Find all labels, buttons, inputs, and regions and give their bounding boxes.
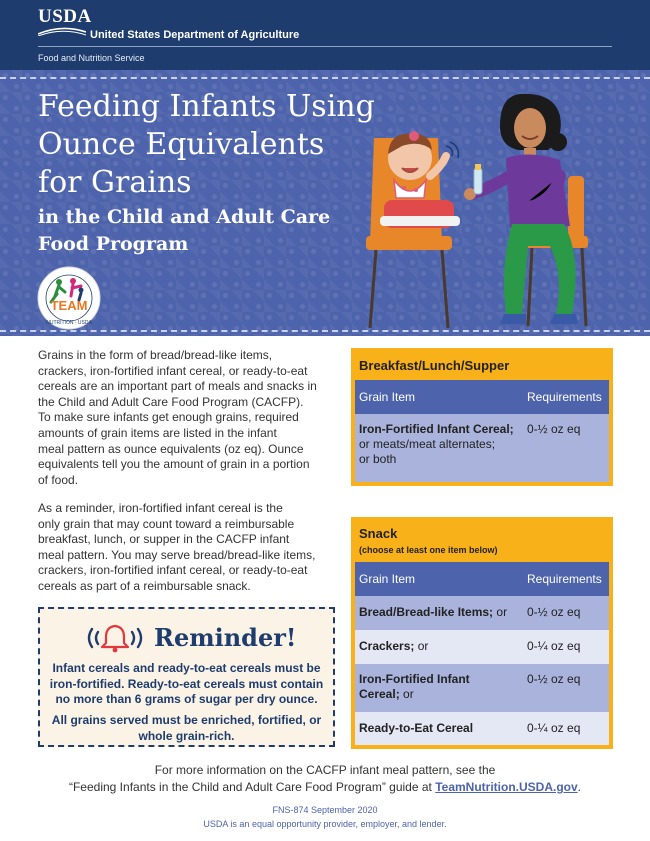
intro-paragraph-2: As a reminder, iron-fortified infant cereal is the only grain that may count toward a reimbursable breakfast, lunch, or supper in the CACFP infant meal pattern. You may serve bread/bread-like items, crackers, iron-fortified infant cereal, or ready-to-eat cereals as part of a reimbursable snack. — [38, 501, 316, 593]
grain-item-cell: Crackers; or — [359, 639, 429, 653]
snack-requirements-table — [351, 517, 613, 749]
meals-table-title: Breakfast/Lunch/Supper — [359, 358, 510, 373]
grain-item-cell: Iron-Fortified Infant Cereal; or meats/meat alternates; or both — [359, 422, 514, 466]
team-logo-text: TEAM — [50, 298, 88, 313]
meals-table-header — [355, 380, 609, 414]
alert-bell-icon — [84, 623, 146, 653]
agency-header — [0, 0, 650, 70]
requirement-cell: 0-½ oz eq — [527, 605, 581, 619]
col-requirements: Requirements — [527, 572, 602, 586]
snack-table-subtitle: (choose at least one item below) — [359, 545, 498, 555]
snack-table-header — [355, 562, 609, 596]
agency-name: Food and Nutrition Service — [38, 53, 145, 63]
requirement-cell: 0-¼ oz eq — [527, 721, 581, 735]
team-nutrition-logo — [37, 266, 101, 330]
requirement-cell: 0-¼ oz eq — [527, 639, 581, 653]
document-title: Feeding Infants Using Ounce Equivalents for Grains — [38, 89, 375, 200]
snack-table-title: Snack — [359, 526, 398, 541]
usda-swoosh-icon — [38, 26, 86, 36]
team-nutrition-link[interactable]: TeamNutrition.USDA.gov — [435, 780, 578, 794]
reminder-grain-rule: All grains served must be enriched, fortified, or whole grain-rich. — [51, 713, 322, 743]
reminder-cereal-rule: Infant cereals and ready-to-eat cereals must be iron-fortified. Ready-to-eat cereals must contain no more than 6 grams of sugar per dry ounce. — [49, 661, 324, 706]
more-info-text: For more information on the CACFP infant meal pattern, see the “Feeding Infants in the Child and Adult Care Food Program” guide at TeamNutrition.USDA.gov. — [68, 763, 581, 794]
reminder-title: Reminder! — [154, 623, 297, 652]
col-requirements: Requirements — [527, 390, 602, 404]
meals-requirements-table — [351, 348, 613, 486]
usda-logo: USDA — [38, 6, 92, 27]
table-row — [355, 664, 609, 712]
intro-paragraph-1: Grains in the form of bread/bread-like items, crackers, iron-fortified infant cereal, or ready-to-eat cereals are an important part of meals and snacks in the Child and Adult Care Food Program (CACFP). To make sure infants get enough grains, required amounts of grain items are listed in the infant meal pattern as ounce equivalents (oz eq). Ounce equivalents tell you the amount of grain in a portion of food. — [38, 348, 317, 487]
requirement-cell: 0-½ oz eq — [527, 422, 581, 436]
col-grain-item: Grain Item — [359, 390, 416, 404]
reminder-box — [38, 607, 335, 747]
team-logo-ring-text: NUTRITION · USDA — [46, 320, 92, 326]
document-subtitle: in the Child and Adult Care Food Program — [38, 206, 331, 255]
table-row — [355, 414, 609, 482]
requirement-cell: 0-½ oz eq — [527, 672, 581, 686]
col-grain-item: Grain Item — [359, 572, 416, 586]
table-row — [355, 630, 609, 664]
caregiver-feeding-infant-illustration — [350, 76, 610, 336]
table-row — [355, 596, 609, 630]
grain-item-cell: Iron-Fortified Infant Cereal; or — [359, 672, 470, 701]
publication-id: FNS-874 September 2020 — [272, 805, 378, 815]
header-divider — [38, 46, 612, 47]
grain-item-cell: Bread/Bread-like Items; or — [359, 605, 508, 619]
table-row — [355, 712, 609, 745]
department-name: United States Department of Agriculture — [90, 29, 300, 41]
reminder-heading — [40, 623, 333, 653]
equal-opportunity-statement: USDA is an equal opportunity provider, employer, and lender. — [203, 819, 447, 829]
grain-item-cell: Ready-to-Eat Cereal — [359, 721, 474, 735]
